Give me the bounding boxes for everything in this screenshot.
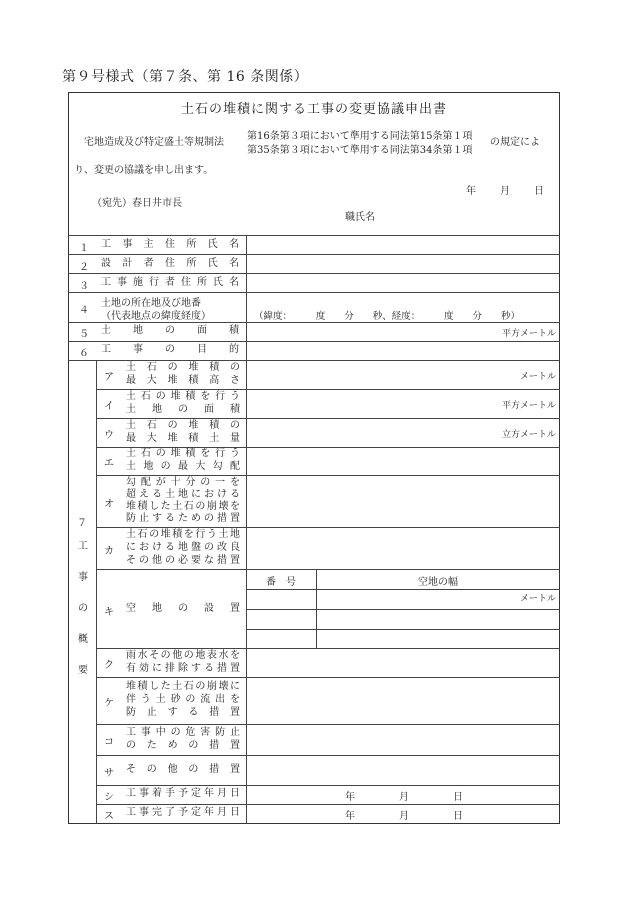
grid-line: [68, 341, 560, 342]
open-space-number-header: 番号: [266, 577, 306, 588]
date-day: 日: [534, 186, 544, 197]
item-su-label: 工事完了予定年月日: [126, 807, 240, 818]
item-ki-label: 空地の設置: [126, 603, 240, 614]
grid-line: [96, 418, 560, 419]
item-ko-line2: のための措置: [126, 740, 240, 751]
item-ke-line1: 堆積した土石の崩壊に: [126, 681, 240, 692]
item-a-unit: メートル: [519, 372, 556, 382]
item-i-letter: イ: [104, 401, 114, 412]
addressee: （宛先）春日井市長: [92, 198, 182, 209]
item-ku-letter: ク: [104, 660, 114, 671]
row-4-label: 土地の所在地及び地番: [101, 298, 201, 309]
item-sa-label: その他の措置: [126, 764, 240, 775]
official-name-label: 職氏名: [345, 212, 375, 223]
row-2-label: 設計者住所氏名: [101, 258, 239, 269]
grid-line: [68, 360, 560, 361]
grid-line: [246, 589, 560, 590]
item-u-line2: 最大堆積土量: [126, 433, 240, 444]
grid-line: [96, 475, 560, 476]
item-su-letter: ス: [104, 811, 114, 822]
item-e-letter: エ: [104, 458, 114, 469]
item-ka-letter: カ: [104, 546, 114, 557]
law-name: 宅地造成及び特定盛土等規制法: [84, 137, 224, 148]
row-1-label: 工事主住所氏名: [101, 239, 239, 250]
end-date-year: 年: [345, 811, 355, 822]
item-o-line2: 超える土地における: [126, 489, 240, 500]
item-ku-line2: 有効に排除する措置: [126, 663, 240, 674]
item-ka-line1: 土石の堆積を行う土地: [126, 529, 240, 540]
item-ku-line1: 雨水その他の地表水を: [126, 650, 240, 661]
item-o-line4: 防止するための措置: [126, 513, 240, 524]
item-i-line1: 土石の堆積を行う: [126, 391, 240, 402]
section-7-char: 要: [78, 665, 88, 676]
item-u-line1: 土石の堆積の: [126, 420, 240, 431]
item-ke-letter: ケ: [104, 698, 114, 709]
grid-line: [96, 755, 560, 756]
grid-line: [96, 389, 560, 390]
item-e-line2: 土地の最大勾配: [126, 461, 240, 472]
section-7-char: の: [78, 603, 88, 614]
item-o-line1: 勾配が十分の一を: [126, 477, 240, 488]
start-date-year: 年: [345, 792, 355, 803]
grid-line: [68, 235, 560, 236]
row-3-number: ３: [79, 281, 89, 292]
item-ki-letter: キ: [104, 607, 114, 618]
item-i-unit: 平方メートル: [501, 401, 556, 411]
item-u-letter: ウ: [104, 430, 114, 441]
date-year: 年: [466, 186, 476, 197]
intro-continuation: り、変更の協議を申し出ます。: [74, 165, 214, 176]
clause-1: 第16条第３項において準用する同法第15条第１項: [247, 131, 473, 142]
grid-line: [68, 292, 560, 293]
grid-line: [68, 273, 560, 274]
item-i-line2: 土地の面積: [126, 404, 240, 415]
start-date-day: 日: [453, 792, 463, 803]
grid-line: [96, 785, 560, 786]
grid-line: [246, 609, 560, 610]
date-month: 月: [500, 186, 510, 197]
grid-line: [68, 322, 560, 323]
item-ka-line2: における地盤の改良: [126, 542, 240, 553]
section-7-char: 工: [78, 541, 88, 552]
clause-2: 第35条第３項において準用する同法第34条第１項: [247, 145, 473, 156]
grid-line: [96, 527, 560, 528]
grid-line: [96, 360, 97, 824]
row-6-label: 工事の目的: [101, 344, 239, 355]
section-7-char: 概: [78, 634, 88, 645]
item-a-line2: 最大堆積高さ: [126, 375, 240, 386]
row-2-number: ２: [79, 262, 89, 273]
form-title: 土石の堆積に関する工事の変更協議申出書: [180, 102, 447, 117]
coordinates-field[interactable]: （緯度： 度 分 秒、経度： 度 分 秒）: [254, 311, 521, 322]
item-a-line1: 土石の堆積の: [126, 362, 240, 373]
open-space-width-header: 空地の幅: [418, 577, 458, 588]
form-number: 第９号様式（第７条、第 16 条関係）: [62, 69, 309, 85]
grid-line: [96, 648, 560, 649]
grid-line: [96, 804, 560, 805]
grid-line: [246, 629, 560, 630]
item-ka-line3: その他の必要な措置: [126, 555, 240, 566]
item-u-unit: 立方メートル: [501, 430, 556, 440]
item-ko-line1: 工事中の危害防止: [126, 727, 240, 738]
row-5-label: 土地の面積: [101, 325, 239, 336]
end-date-day: 日: [453, 811, 463, 822]
row-4-sublabel: （代表地点の緯度経度）: [101, 311, 211, 322]
item-e-line1: 土石の堆積を行う: [126, 448, 240, 459]
item-sa-letter: サ: [104, 768, 114, 779]
end-date-month: 月: [399, 811, 409, 822]
grid-line: [68, 254, 560, 255]
section-7-char: 事: [78, 572, 88, 583]
item-shi-label: 工事着手予定年月日: [126, 788, 240, 799]
grid-line: [96, 569, 560, 570]
item-ke-line3: 防止する措置: [126, 707, 240, 718]
item-o-letter: オ: [104, 499, 114, 510]
row-3-label: 工事施行者住所氏名: [101, 277, 239, 288]
open-space-unit: メートル: [519, 594, 556, 604]
item-shi-letter: シ: [104, 792, 114, 803]
row-4-number: ４: [79, 305, 89, 316]
clause-suffix: の規定によ: [490, 137, 540, 148]
section-7-number: ７: [77, 518, 87, 529]
grid-line: [246, 235, 247, 824]
grid-line: [96, 677, 560, 678]
start-date-month: 月: [399, 792, 409, 803]
item-a-letter: ア: [104, 372, 114, 383]
item-o-line3: 堆積した土石の崩壊を: [126, 501, 240, 512]
row-5-number: ５: [79, 329, 89, 340]
row-1-number: １: [79, 243, 89, 254]
area-unit: 平方メートル: [501, 329, 556, 339]
item-ke-line2: 伴う土砂の流出を: [126, 694, 240, 705]
item-ko-letter: コ: [104, 737, 114, 748]
grid-line: [96, 724, 560, 725]
row-6-number: ６: [79, 348, 89, 359]
